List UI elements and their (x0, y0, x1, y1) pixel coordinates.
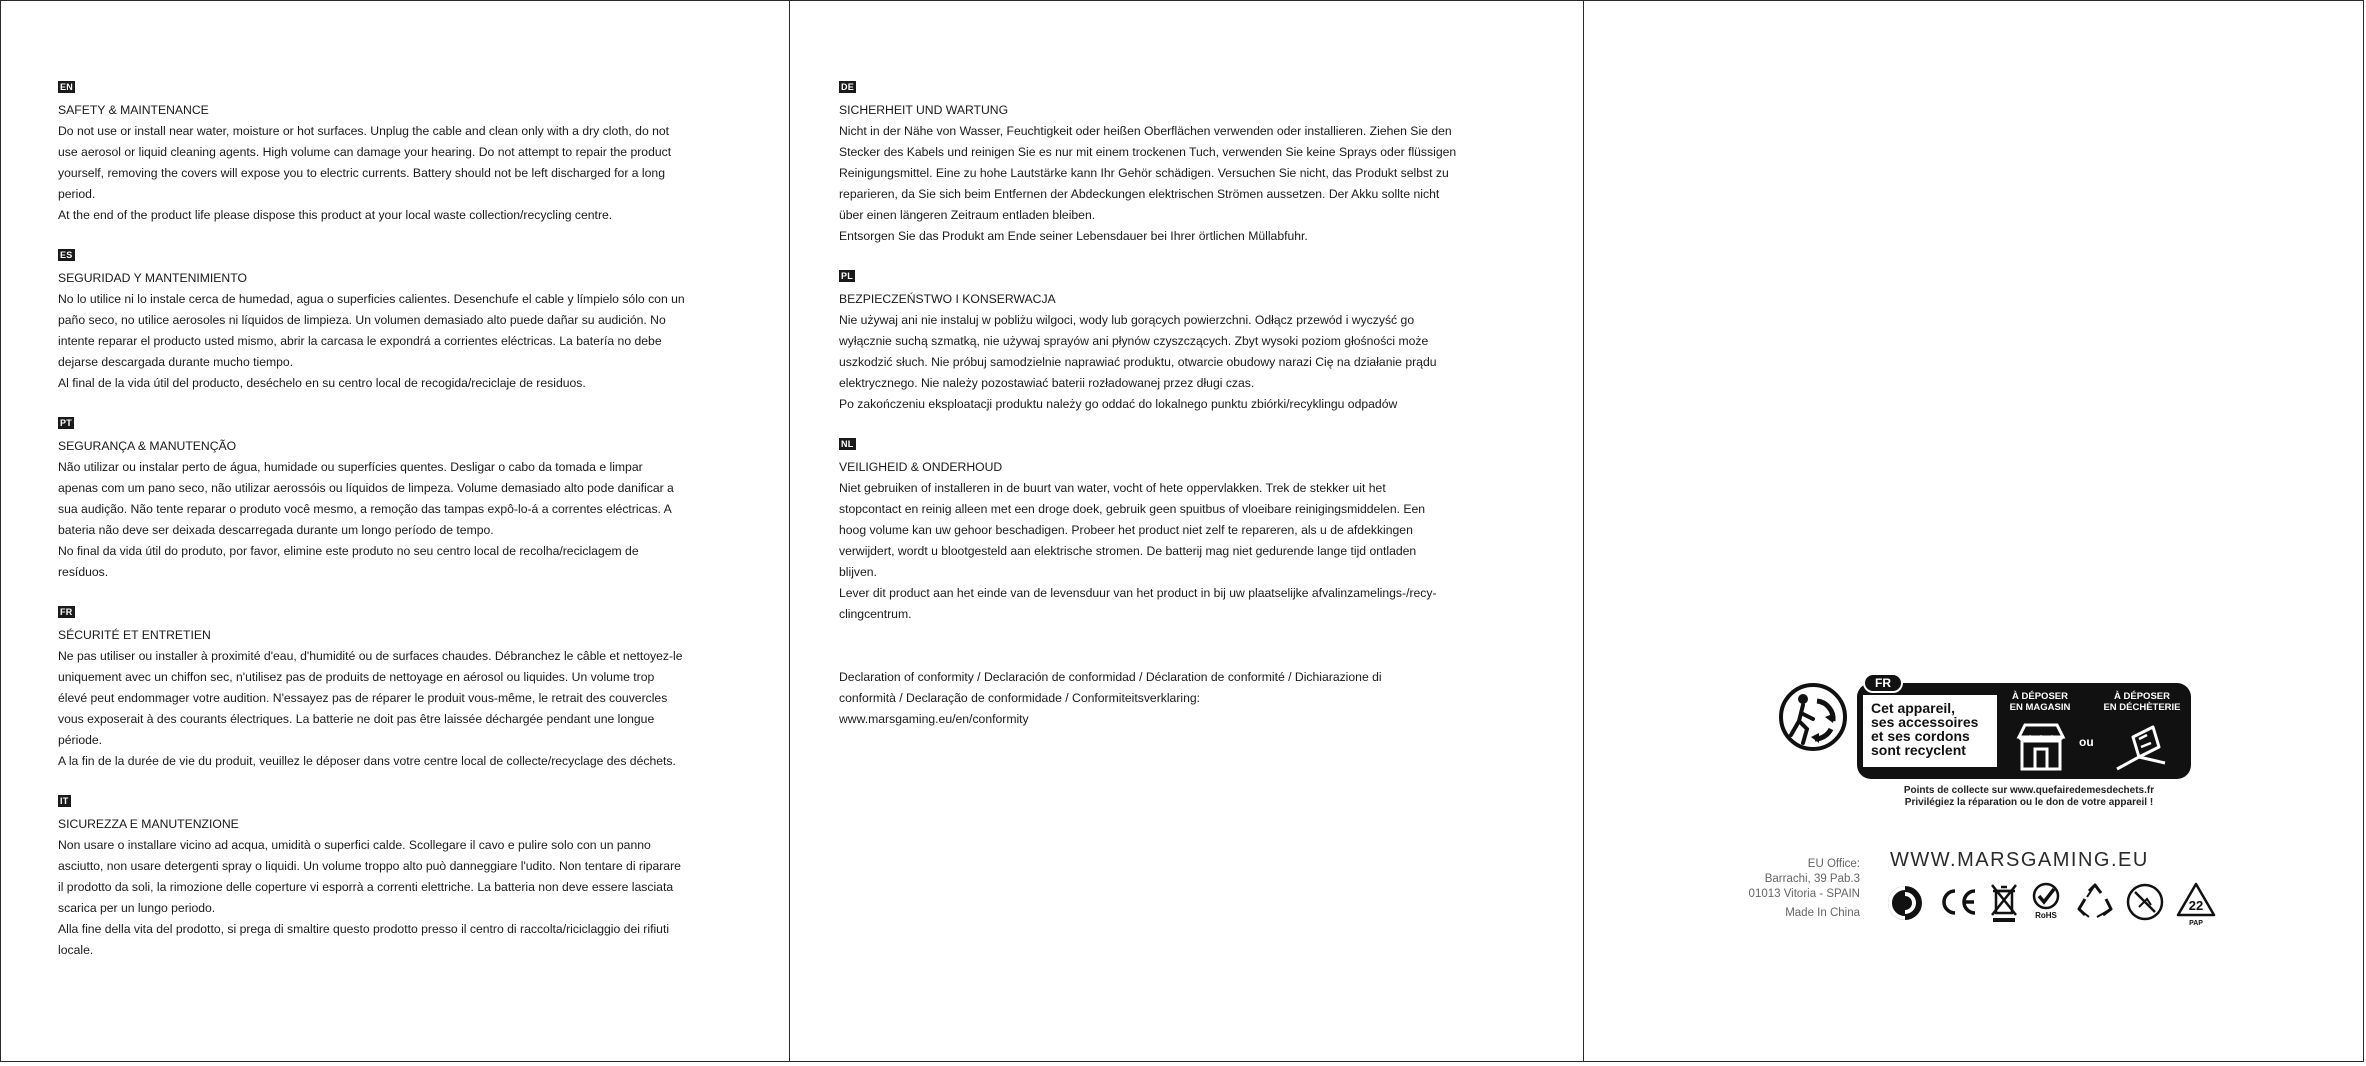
conformity-line: Declaration of conformity / Declaración de conformidad / Déclaration de conformité / Dichiarazione di (839, 670, 1382, 684)
section-text-line: intente reparar el producto usted mismo, abrir la carcasa le expondrá a corrientes eléctricas. La batería no debe (58, 334, 662, 348)
section-text-line: paño seco, no utilice aerosoles ni líquidos de limpieza. Un volumen demasiado alto puede dañar su audición. No (58, 313, 666, 327)
safety-column-1 (58, 79, 748, 982)
section-text-line: Entsorgen Sie das Produkt am Ende seiner Lebensdauer bei Ihrer örtlichen Müllabfuhr. (839, 229, 1308, 243)
panel-left (1, 1, 790, 1061)
section-text-line: resíduos. (58, 565, 109, 579)
message-line: ses accessoires (1871, 714, 1979, 730)
section-text-line: uniquement avec un chiffon sec, n'utilisez pas de produits de nettoyage en aérosol ou liquides. Un volume trop (58, 670, 655, 684)
section-text-line: Non usare o installare vicino ad acqua, umidità o superfici calde. Scollegare il cavo e pulire solo con un panno (58, 838, 651, 852)
section-text-line: reparieren, da Sie sich beim Entfernen der Abdeckungen elektrischen Strömen aussetzen. Der Akku sollte nicht (839, 187, 1440, 201)
fr-recycling-label (1857, 676, 2191, 779)
green-dot-icon (1885, 881, 1925, 923)
certification-marks (1885, 881, 2245, 927)
section-text-line: sua audição. Não tente reparar o produto você mesmo, a remoção das tampas expô-lo-á a correntes eléctricas. A (58, 502, 672, 516)
safety-section (58, 247, 748, 394)
pap-22-icon (2175, 881, 2217, 927)
section-title: SICHERHEIT UND WARTUNG (839, 103, 1009, 117)
section-text-line: Reinigungsmittel. Eine zu hohe Lautstärke kann Ihr Gehör schädigen. Versuchen Sie nicht, das Produkt selbst zu (839, 166, 1449, 180)
conformity-line: conformità / Declaração de conformidade / Conformiteitsverklaring: (839, 691, 1201, 705)
conformity-block (839, 667, 1529, 730)
section-text-line: dejarse descargada durante mucho tiempo. (58, 355, 294, 369)
address-line: EU Office: (1807, 858, 1860, 870)
message-line: sont recyclent (1871, 742, 1966, 758)
waste-centre-label (2097, 691, 2187, 713)
safety-section (58, 604, 748, 772)
footer-line: Privilégiez la réparation ou le don de votre appareil ! (1904, 797, 2154, 808)
section-title: SEGURIDAD Y MANTENIMIENTO (58, 271, 247, 285)
section-text-line: hoog volume kan uw gehoor beschadigen. Probeer het product niet zelf te repareren, als u de afdekkingen (839, 523, 1413, 537)
section-text-line: bateria não deve ser deixada descarregada durante um longo período de tempo. (58, 523, 494, 537)
triman-icon (1773, 677, 1853, 757)
section-text-line: période. (58, 733, 103, 747)
safety-section (839, 436, 1529, 625)
section-text-line: asciutto, non usare detergenti spray o liquidi. Un volume troppo alto può danneggiare l'udito. Non tentare di riparare (58, 859, 681, 873)
section-title: SICUREZZA E MANUTENZIONE (58, 817, 239, 831)
language-badge: FR (60, 607, 73, 617)
panel-middle (791, 1, 1584, 1061)
safety-section (58, 793, 748, 961)
address-line: 01013 Vitoria - SPAIN (1748, 888, 1860, 900)
section-title: SÉCURITÉ ET ENTRETIEN (58, 628, 211, 642)
section-text-line: wyłącznie suchą szmatką, nie używaj sprayów ani płynów czyszczących. Zbyt wysoki poziom głośności może (839, 334, 1429, 348)
section-text-line: Do not use or install near water, moisture or hot surfaces. Unplug the cable and clean only with a dry cloth, do not (58, 124, 670, 138)
section-text-line: Alla fine della vita del prodotto, si prega di smaltire questo prodotto presso il centro di raccolta/riciclaggio dei rifiuti (58, 922, 670, 936)
section-title: VEILIGHEID & ONDERHOUD (839, 460, 1003, 474)
section-text-line: Não utilizar ou instalar perto de água, humidade ou superfícies quentes. Desligar o cabo da tomada e limpar (58, 460, 643, 474)
section-text-line: stopcontact en reinig alleen met een droge doek, gebruik geen spuitbus of vloeibare reinigingsmiddelen. Een (839, 502, 1426, 516)
section-text-line: Ne pas utiliser ou installer à proximité d'eau, d'humidité ou de surfaces chaudes. Débranchez le câble et nettoyez-le (58, 649, 683, 663)
section-text-line: No final da vida útil do produto, por favor, elimine este produto no seu centro local de recolha/reciclagem de (58, 544, 639, 558)
section-title: BEZPIECZEŃSTWO I KONSERWACJA (839, 292, 1056, 306)
made-in-label: Made In China (1785, 907, 1860, 919)
fr-tag: FR (1863, 673, 1903, 693)
no-dispose-icon (2125, 881, 2165, 923)
section-title: SAFETY & MAINTENANCE (58, 103, 209, 117)
waste-label-line: À DÉPOSER (2114, 691, 2170, 702)
pap-label: PAP (2189, 920, 2203, 927)
language-badge: ES (60, 250, 73, 260)
pap-number: 22 (2188, 898, 2204, 913)
section-text-line: élevé peut endommager votre audition. N'essayez pas de réparer le produit vous-même, le retrait des couvercles (58, 691, 668, 705)
section-text-line: Lever dit product aan het einde van de levensduur van het product in bij uw plaatselijke afvalinzamelings-/recy- (839, 586, 1437, 600)
section-text-line: No lo utilice ni lo instale cerca de humedad, agua o superficies calientes. Desenchufe el cable y límpielo sólo con un (58, 292, 685, 306)
language-badge: IT (60, 796, 69, 806)
section-text-line: blijven. (839, 565, 877, 579)
safety-section (58, 415, 748, 583)
section-text-line: elektrycznego. Nie należy pozostawiać baterii rozładowanej przez długi czas. (839, 376, 1255, 390)
section-text-line: il prodotto da soli, la rimozione delle coperture vi esporrà a correnti elettriche. La batteria non deve essere lasciata (58, 880, 674, 894)
section-text-line: Nicht in der Nähe von Wasser, Feuchtigkeit oder heißen Oberflächen verwenden oder installieren. Ziehen Sie den (839, 124, 1452, 138)
section-text-line: vous exposerait à des courants électriques. La batterie ne doit pas être laissée déchargée pendant une longue (58, 712, 655, 726)
address-line: Barrachi, 39 Pab.3 (1764, 873, 1860, 885)
section-text-line: verwijdert, wordt u blootgesteld aan elektrische stromen. De batterij mag niet gedurende lange tijd ontladen (839, 544, 1417, 558)
section-text-line: yourself, removing the covers will expose you to electric currents. Battery should not be left discharged for a long (58, 166, 665, 180)
ce-mark-icon (1937, 881, 1979, 923)
section-text-line: locale. (58, 943, 94, 957)
section-list (839, 79, 1529, 625)
language-badge: DE (841, 82, 855, 92)
language-badge: NL (841, 439, 854, 449)
section-text-line: clingcentrum. (839, 607, 912, 621)
section-text-line: apenas com um pano seco, não utilizar aerossóis ou líquidos de limpeza. Volume demasiado alto pode danificar a (58, 481, 674, 495)
or-label: ou (2079, 735, 2094, 749)
store-label-line: EN MAGASIN (2009, 702, 2071, 713)
language-badge: PL (841, 271, 854, 281)
waste-label-line: EN DÉCHÈTERIE (2103, 702, 2181, 713)
store-label-line: À DÉPOSER (2012, 691, 2068, 702)
section-text-line: At the end of the product life please dispose this product at your local waste collection/recycling centre. (58, 208, 613, 222)
section-text-line: Po zakończeniu eksploatacji produktu należy go oddać do lokalnego punktu zbiórki/recyklingu odpadów (839, 397, 1398, 411)
message-line: Cet appareil, (1871, 700, 1956, 716)
recycle-message (1863, 695, 1997, 767)
safety-column-2 (839, 79, 1529, 730)
section-text-line: Al final de la vida útil del producto, deséchelo en su centro local de recogida/reciclaje de residuos. (58, 376, 586, 390)
message-line: et ses cordons (1871, 728, 1970, 744)
website-url: WWW.MARSGAMING.EU (1890, 849, 2149, 871)
section-text-line: period. (58, 187, 96, 201)
collection-footer (1867, 785, 2191, 809)
store-icon (2013, 717, 2069, 773)
section-text-line: Nie używaj ani nie instaluj w pobliżu wilgoci, wody lub gorących powierzchni. Odłącz przewód i wyczyść go (839, 313, 1415, 327)
section-text-line: Niet gebruiken of installeren in de buurt van water, vocht of hete oppervlakken. Trek de stekker uit het (839, 481, 1386, 495)
rohs-text: RoHS (2035, 911, 2057, 920)
section-text-line: uszkodzić słuch. Nie próbuj samodzielnie naprawiać produktu, otwarcie obudowy narazi Cię na działanie prądu (839, 355, 1437, 369)
section-text-line: scarica per un lungo periodo. (58, 901, 216, 915)
section-title: SEGURANÇA & MANUTENÇÃO (58, 439, 237, 453)
recycle-icon (2075, 881, 2115, 923)
safety-section (839, 79, 1529, 247)
safety-section (58, 79, 748, 226)
language-badge: PT (60, 418, 73, 428)
triman-info-block (1773, 677, 2193, 817)
section-text-line: Stecker des Kabels und reinigen Sie es nur mit einem trockenen Tuch, verwenden Sie keine Sprays oder flüssigen (839, 145, 1457, 159)
safety-section (839, 268, 1529, 415)
rohs-icon (2029, 881, 2063, 925)
store-label (2005, 691, 2075, 713)
section-text-line: use aerosol or liquid cleaning agents. High volume can damage your hearing. Do not attempt to repair the product (58, 145, 672, 159)
weee-bin-icon (1989, 881, 2019, 923)
conformity-url: www.marsgaming.eu/en/conformity (839, 712, 1029, 726)
section-text-line: über einen längeren Zeitraum entladen bleiben. (839, 208, 1096, 222)
section-text-line: A la fin de la durée de vie du produit, veuillez le déposer dans votre centre local de collecte/recyclage des déchets. (58, 754, 676, 768)
language-badge: EN (60, 82, 74, 92)
panel-right (1585, 1, 2363, 1061)
eu-office-address (1690, 857, 1860, 921)
waste-centre-icon (2113, 717, 2169, 773)
footer-line: Points de collecte sur www.quefairedemesdechets.fr (1903, 785, 2155, 796)
